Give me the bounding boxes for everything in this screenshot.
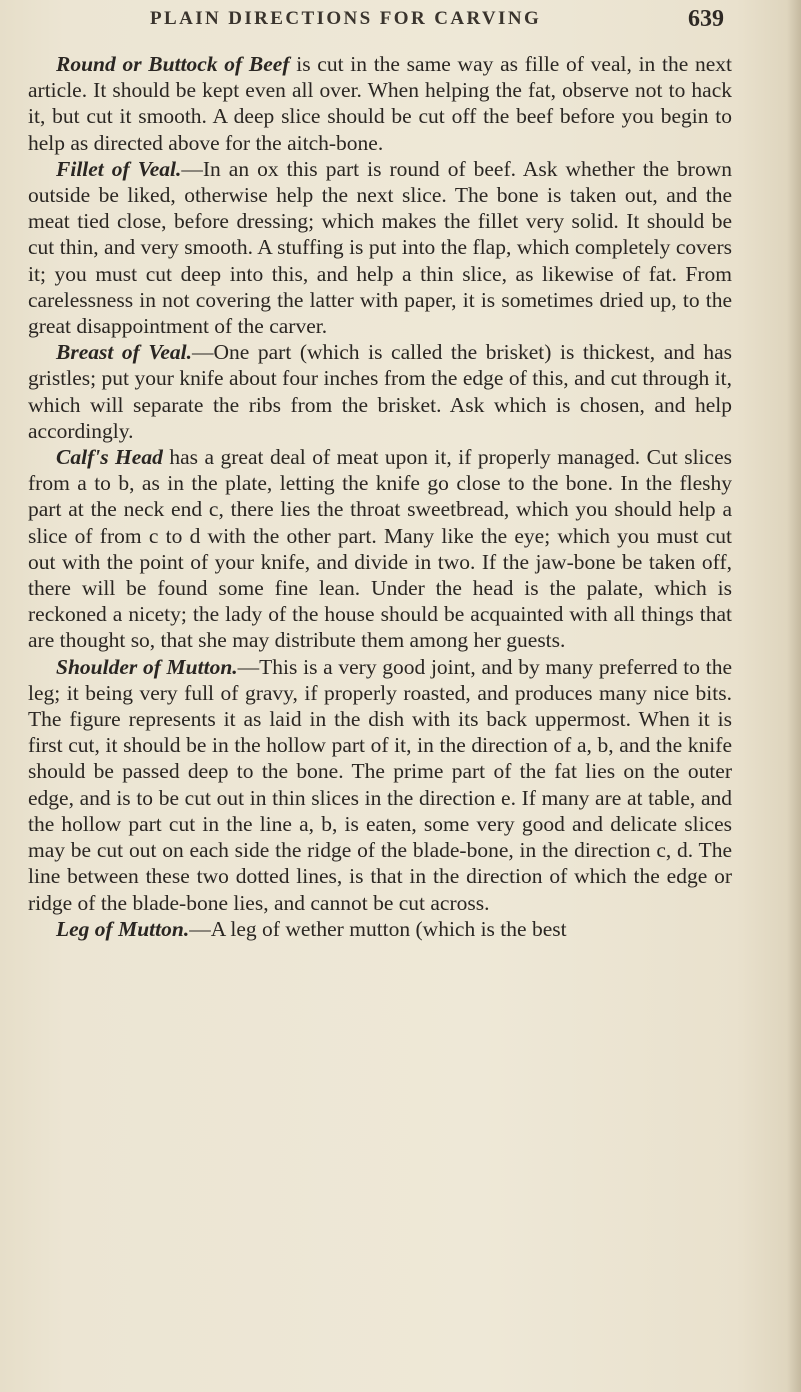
paragraph-breast-of-veal (28, 339, 732, 444)
paragraph-body: —In an ox this part is round of beef. Ask whether the brown outside be liked, otherwise help the next slice. The bone is taken out, and the meat tied close, before dressing; which makes the fillet very solid. It should be cut thin, and very smooth. A stuffing is put into the flap, which completely covers it; you must cut deep into this, and help a thin slice, as likewise of fat. From carelessness in not covering the latter with paper, it is sometimes dried up, to the great disappointment of the carver. (28, 156, 732, 339)
section-title: Fillet of Veal. (56, 156, 182, 181)
body-text (28, 51, 732, 942)
section-title: Calf's Head (56, 445, 163, 470)
page-edge-shadow (787, 0, 801, 1392)
section-title: Leg of Mutton. (56, 916, 190, 941)
section-title: Breast of Veal. (56, 340, 192, 365)
running-head: PLAIN DIRECTIONS FOR CARVING (150, 8, 542, 29)
paragraph-body: —One part (which is called the brisket) is thickest, and has gristles; put your knife about four inches from the edge of this, and cut through it, which will separate the ribs from the brisket. Ask which is chosen, and help accordingly. (28, 340, 732, 443)
paragraph-body: has a great deal of meat upon it, if properly managed. Cut slices from a to b, as in the plate, letting the knife go close to the bone. In the fleshy part at the neck end c, there lies the throat sweetbread, which you should help a slice of from c to d with the other part. Many like the eye; which you must cut out with the point of your knife, and divide in two. If the jaw-bone be taken off, there will be found some fine lean. Under the head is the palate, which is reckoned a nicety; the lady of the house should be acquainted with all things that are thought so, that she may distribute them among her guests. (28, 445, 732, 653)
page-number: 639 (688, 6, 724, 32)
paragraph-leg-of-mutton (28, 916, 732, 942)
page-header (150, 6, 724, 36)
paragraph-shoulder-of-mutton (28, 654, 732, 916)
paragraph-body: is cut in the same way as fille of veal, in the next article. It should be kept even all over. When helping the fat, observe not to hack it, but cut it smooth. A deep slice should be cut off the beef before you begin to help as directed above for the aitch-bone. (28, 52, 732, 155)
paragraph-body: —This is a very good joint, and by many preferred to the leg; it being very full of gravy, if properly roasted, and produces many nice bits. The figure represents it as laid in the dish with its back uppermost. When it is first cut, it should be in the hollow part of it, in the direction of a, b, and the knife should be passed deep to the bone. The prime part of the fat lies on the outer edge, and is to be cut out in thin slices in the direction e. If many are at table, and the hollow part cut in the line a, b, is eaten, some very good and delicate slices may be cut out on each side the ridge of the blade-bone, in the direction c, d. The line between these two dotted lines, is that in the direction of which the edge or ridge of the blade-bone lies, and cannot be cut across. (28, 654, 732, 915)
paragraph-body: —A leg of wether mutton (which is the best (189, 916, 567, 941)
section-title: Shoulder of Mutton. (56, 654, 238, 679)
paragraph-fillet-of-veal (28, 156, 732, 339)
paragraph-calfs-head (28, 444, 732, 654)
section-title: Round or Buttock of Beef (56, 52, 290, 76)
paragraph-round-of-beef (28, 51, 732, 156)
